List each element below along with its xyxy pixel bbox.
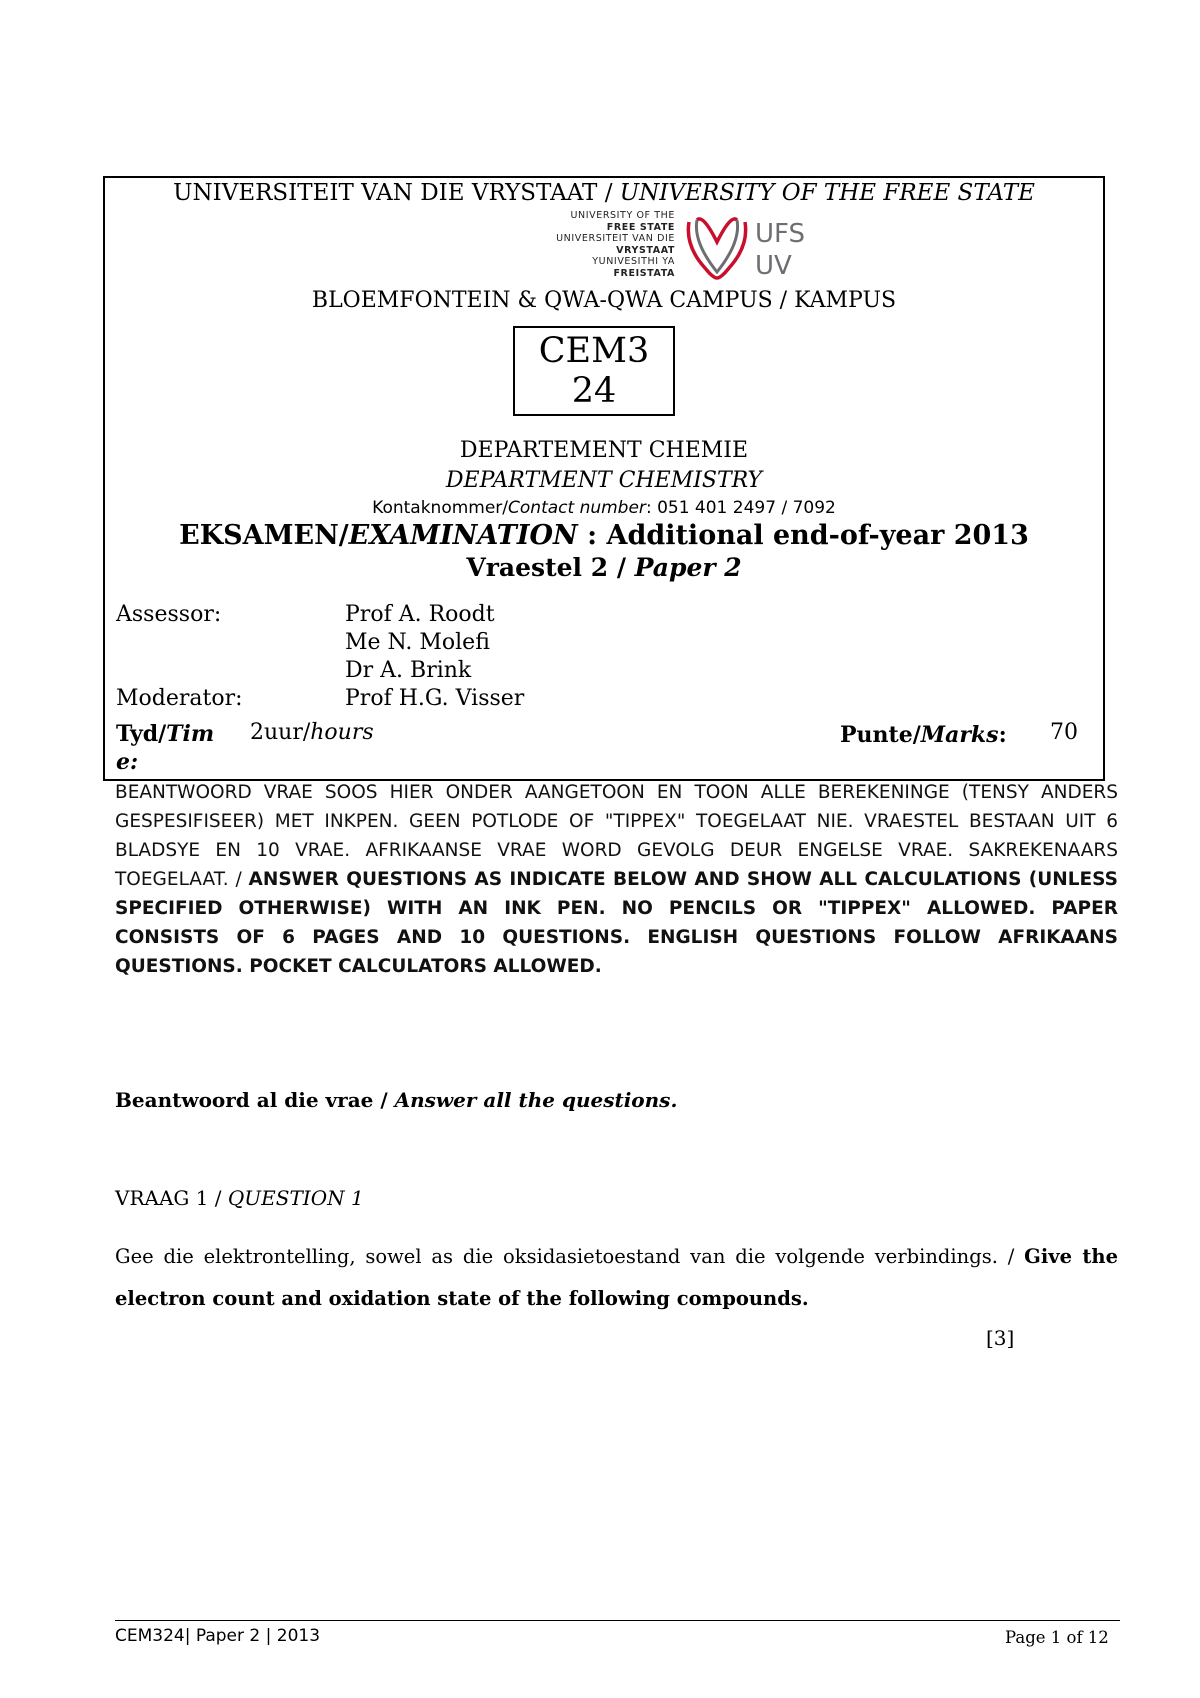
time-value (250, 720, 374, 745)
time-value-af: 2uur/ (250, 720, 311, 745)
exam-instructions (115, 778, 1118, 981)
time-label-tail: e: (116, 749, 139, 775)
paper-label-af: Vraestel 2 / (466, 553, 635, 582)
assessor-name: Dr A. Brink (345, 658, 472, 683)
answer-all-af: Beantwoord al die vrae / (115, 1088, 395, 1112)
ufs-logo (465, 208, 865, 284)
answer-all-en: Answer all the questions. (394, 1088, 678, 1112)
assessor-label: Assessor: (116, 602, 222, 627)
logo-line: UNIVERSITY OF THE (570, 210, 675, 221)
contact-number (105, 498, 1103, 518)
logo-abbr-uv: UV (755, 251, 792, 281)
course-code-box (513, 326, 675, 416)
question-1-marks: [3] (986, 1326, 1015, 1350)
university-name-af: UNIVERSITEIT VAN DIE VRYSTAAT / (173, 180, 620, 206)
question-1-title (115, 1186, 364, 1210)
university-name-en: UNIVERSITY OF THE FREE STATE (619, 180, 1035, 206)
moderator-label: Moderator: (116, 686, 243, 711)
exam-cover-box (103, 176, 1105, 781)
footer-divider (115, 1620, 1120, 1621)
contact-label-en: Contact number (508, 498, 646, 518)
time-label (116, 720, 236, 776)
time-value-en: hours (310, 720, 374, 745)
campus-title: BLOEMFONTEIN & QWA-QWA CAMPUS / KAMPUS (311, 288, 897, 313)
footer-left: CEM324| Paper 2 | 2013 (115, 1626, 321, 1646)
assessor-name: Prof A. Roodt (345, 602, 495, 627)
question-1-text (115, 1236, 1118, 1320)
university-title (105, 180, 1103, 206)
paper-title (105, 553, 1103, 582)
department-en: DEPARTMENT CHEMISTRY (445, 468, 763, 493)
marks-label-en: Marks (920, 722, 999, 748)
answer-all-instruction (115, 1088, 677, 1112)
course-code-line1: CEM3 (538, 331, 650, 371)
paper-label-en: Paper 2 (634, 553, 742, 582)
logo-line: YUNIVESITHI YA (592, 256, 675, 268)
question-1-title-af: VRAAG 1 / (115, 1186, 228, 1210)
logo-abbr-ufs: UFS (755, 219, 806, 249)
exam-label-af: EKSAMEN/ (179, 520, 349, 551)
logo-line: VRYSTAAT (616, 244, 675, 256)
assessor-name: Me N. Molefi (345, 630, 490, 655)
page-number: Page 1 of 12 (1005, 1628, 1109, 1647)
instructions-en: ANSWER QUESTIONS AS INDICATE BELOW AND SHOW ALL CALCULATIONS (UNLESS SPECIFIED OTHERWISE) WITH AN INK PEN. NO PENCILS OR "TIPPEX" ALLOWED. PAPER CONSISTS OF 6 PAGES AND 10 QUESTIONS. ENGLISH QUESTIONS FOLLOW AFRIKAANS QUESTIONS. POCKET CALCULATORS ALLOWED. (115, 869, 1118, 977)
exam-title (105, 520, 1103, 551)
contact-value: : 051 401 2497 / 7092 (645, 498, 836, 518)
time-label-af: Tyd/ (116, 721, 167, 747)
exam-label-en: EXAMINATION (348, 520, 578, 551)
logo-line: FREE STATE (606, 221, 675, 233)
question-1-title-en: QUESTION 1 (227, 1186, 364, 1210)
question-1-text-en: Give the electron count and oxidation state of the following compounds. (115, 1245, 1118, 1310)
instructions-af: BEANTWOORD VRAE SOOS HIER ONDER AANGETOON EN TOON ALLE BEREKENINGE (TENSY ANDERS GESPESIFISEER) MET INKPEN. GEEN POTLODE OF "TIPPEX" TOEGELAAT NIE. VRAESTEL BESTAAN UIT 6 BLADSYE EN 10 VRAE. AFRIKAANSE VRAE WORD GEVOLG DEUR ENGELSE VRAE. SAKREKENAARS TOEGELAAT. / (115, 782, 1118, 890)
marks-value: 70 (1050, 720, 1078, 745)
logo-line: UNIVERSITEIT VAN DIE (556, 233, 675, 245)
contact-label-af: Kontaknommer/ (372, 498, 509, 518)
marks-label-colon: : (998, 722, 1007, 748)
moderator-name: Prof H.G. Visser (345, 686, 525, 711)
logo-line: FREISTATA (613, 267, 675, 279)
time-label-en: Tim (166, 721, 215, 747)
course-code-line2: 24 (571, 371, 617, 411)
exam-description: : Additional end-of-year 2013 (577, 520, 1029, 551)
department-af: DEPARTEMENT CHEMIE (459, 438, 749, 463)
marks-label (840, 722, 1007, 748)
question-1-text-af: Gee die elektrontelling, sowel as die oksidasietoestand van die volgende verbindings. / (115, 1245, 1025, 1268)
ufs-shield-icon (683, 212, 813, 282)
logo-wordmark (556, 210, 675, 280)
marks-label-af: Punte/ (840, 722, 921, 748)
